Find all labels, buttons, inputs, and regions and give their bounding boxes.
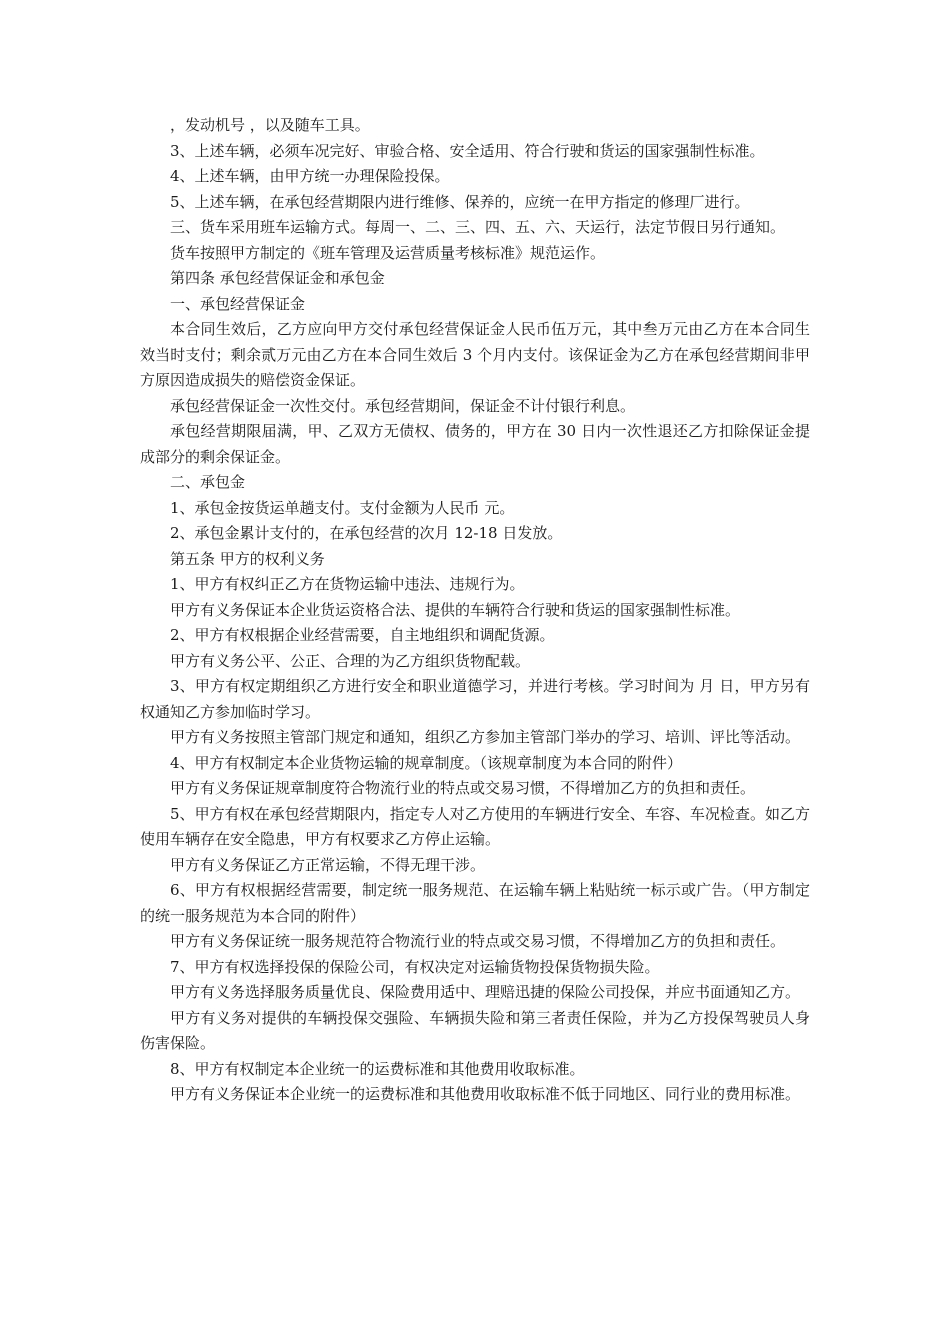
paragraph: 5、上述车辆，在承包经营期限内进行维修、保养的，应统一在甲方指定的修理厂进行。 bbox=[170, 192, 750, 211]
paragraph: 甲方有义务保证本企业货运资格合法、提供的车辆符合行驶和货运的国家强制性标准。 bbox=[170, 600, 741, 619]
paragraph: 3、上述车辆，必须车况完好、审验合格、安全适用、符合行驶和货运的国家强制性标准。 bbox=[170, 141, 765, 160]
paragraph: 甲方有义务保证规章制度符合物流行业的特点或交易习惯，不得增加乙方的负担和责任。 bbox=[170, 779, 756, 797]
paragraph: 甲方有义务保证统一服务规范符合物流行业的特点或交易习惯，不得增加乙方的负担和责任。 bbox=[170, 932, 786, 950]
paragraph: 甲方有义务保证乙方正常运输，不得无理干涉。 bbox=[170, 855, 486, 874]
paragraph: 1、甲方有权纠正乙方在货物运输中违法、违规行为。 bbox=[170, 575, 525, 593]
paragraph: ，发动机号 ，以及随车工具。 bbox=[170, 116, 370, 134]
section-heading: 第四条 承包经营保证金和承包金 bbox=[170, 269, 385, 287]
paragraph: 甲方有义务选择服务质量优良、保险费用适中、理赔迅捷的保险公司投保，并应书面通知乙方。 bbox=[170, 983, 801, 1001]
subsection-heading: 二、承包金 bbox=[170, 473, 246, 491]
paragraph: 3、甲方有权定期组织乙方进行安全和职业道德学习，并进行考核。学习时间为 月 日，甲方另有权通知乙方参加临时学习。 bbox=[140, 677, 810, 721]
paragraph: 甲方有义务按照主管部门规定和通知，组织乙方参加主管部门举办的学习、培训、评比等活动。 bbox=[170, 728, 801, 746]
paragraph: 货车按照甲方制定的《班车管理及运营质量考核标准》规范运作。 bbox=[170, 243, 606, 262]
paragraph: 2、承包金累计支付的，在承包经营的次月 12-18 日发放。 bbox=[170, 524, 563, 542]
paragraph: 本合同生效后，乙方应向甲方交付承包经营保证金人民币伍万元，其中叁万元由乙方在本合同生效当时支付；剩余贰万元由乙方在本合同生效后 3 个月内支付。该保证金为乙方在承包经营期间非甲方原因造成损失的赔偿资金保证。 bbox=[140, 320, 810, 389]
paragraph: 甲方有义务保证本企业统一的运费标准和其他费用收取标准不低于同地区、同行业的费用标准。 bbox=[170, 1085, 801, 1103]
paragraph: 4、上述车辆，由甲方统一办理保险投保。 bbox=[170, 167, 450, 185]
subsection-heading: 一、承包经营保证金 bbox=[170, 294, 306, 313]
paragraph: 1、承包金按货运单趟支付。支付金额为人民币 元。 bbox=[170, 498, 515, 517]
paragraph: 5、甲方有权在承包经营期限内，指定专人对乙方使用的车辆进行安全、车容、车况检查。如乙方使用车辆存在安全隐患，甲方有权要求乙方停止运输。 bbox=[140, 804, 810, 848]
paragraph: 承包经营期限届满，甲、乙双方无债权、债务的，甲方在 30 日内一次性退还乙方扣除保证金提成部分的剩余保证金。 bbox=[140, 422, 810, 466]
paragraph: 承包经营保证金一次性交付。承包经营期间，保证金不计付银行利息。 bbox=[170, 396, 636, 415]
paragraph: 8、甲方有权制定本企业统一的运费标准和其他费用收取标准。 bbox=[170, 1059, 585, 1078]
paragraph: 6、甲方有权根据经营需要，制定统一服务规范、在运输车辆上粘贴统一标示或广告。（甲方制定的统一服务规范为本合同的附件） bbox=[140, 881, 810, 925]
section-heading: 第五条 甲方的权利义务 bbox=[170, 549, 325, 568]
paragraph: 甲方有义务公平、公正、合理的为乙方组织货物配载。 bbox=[170, 651, 531, 670]
paragraph: 4、甲方有权制定本企业货物运输的规章制度。（该规章制度为本合同的附件） bbox=[170, 753, 683, 772]
paragraph: 7、甲方有权选择投保的保险公司，有权决定对运输货物投保货物损失险。 bbox=[170, 957, 660, 976]
paragraph: 甲方有义务对提供的车辆投保交强险、车辆损失险和第三者责任保险，并为乙方投保驾驶员人身伤害保险。 bbox=[140, 1008, 810, 1052]
paragraph: 三、货车采用班车运输方式。每周一、二、三、四、五、六、天运行，法定节假日另行通知。 bbox=[170, 218, 786, 236]
document-body bbox=[140, 113, 810, 1108]
paragraph: 2、甲方有权根据企业经营需要，自主地组织和调配货源。 bbox=[170, 626, 555, 644]
